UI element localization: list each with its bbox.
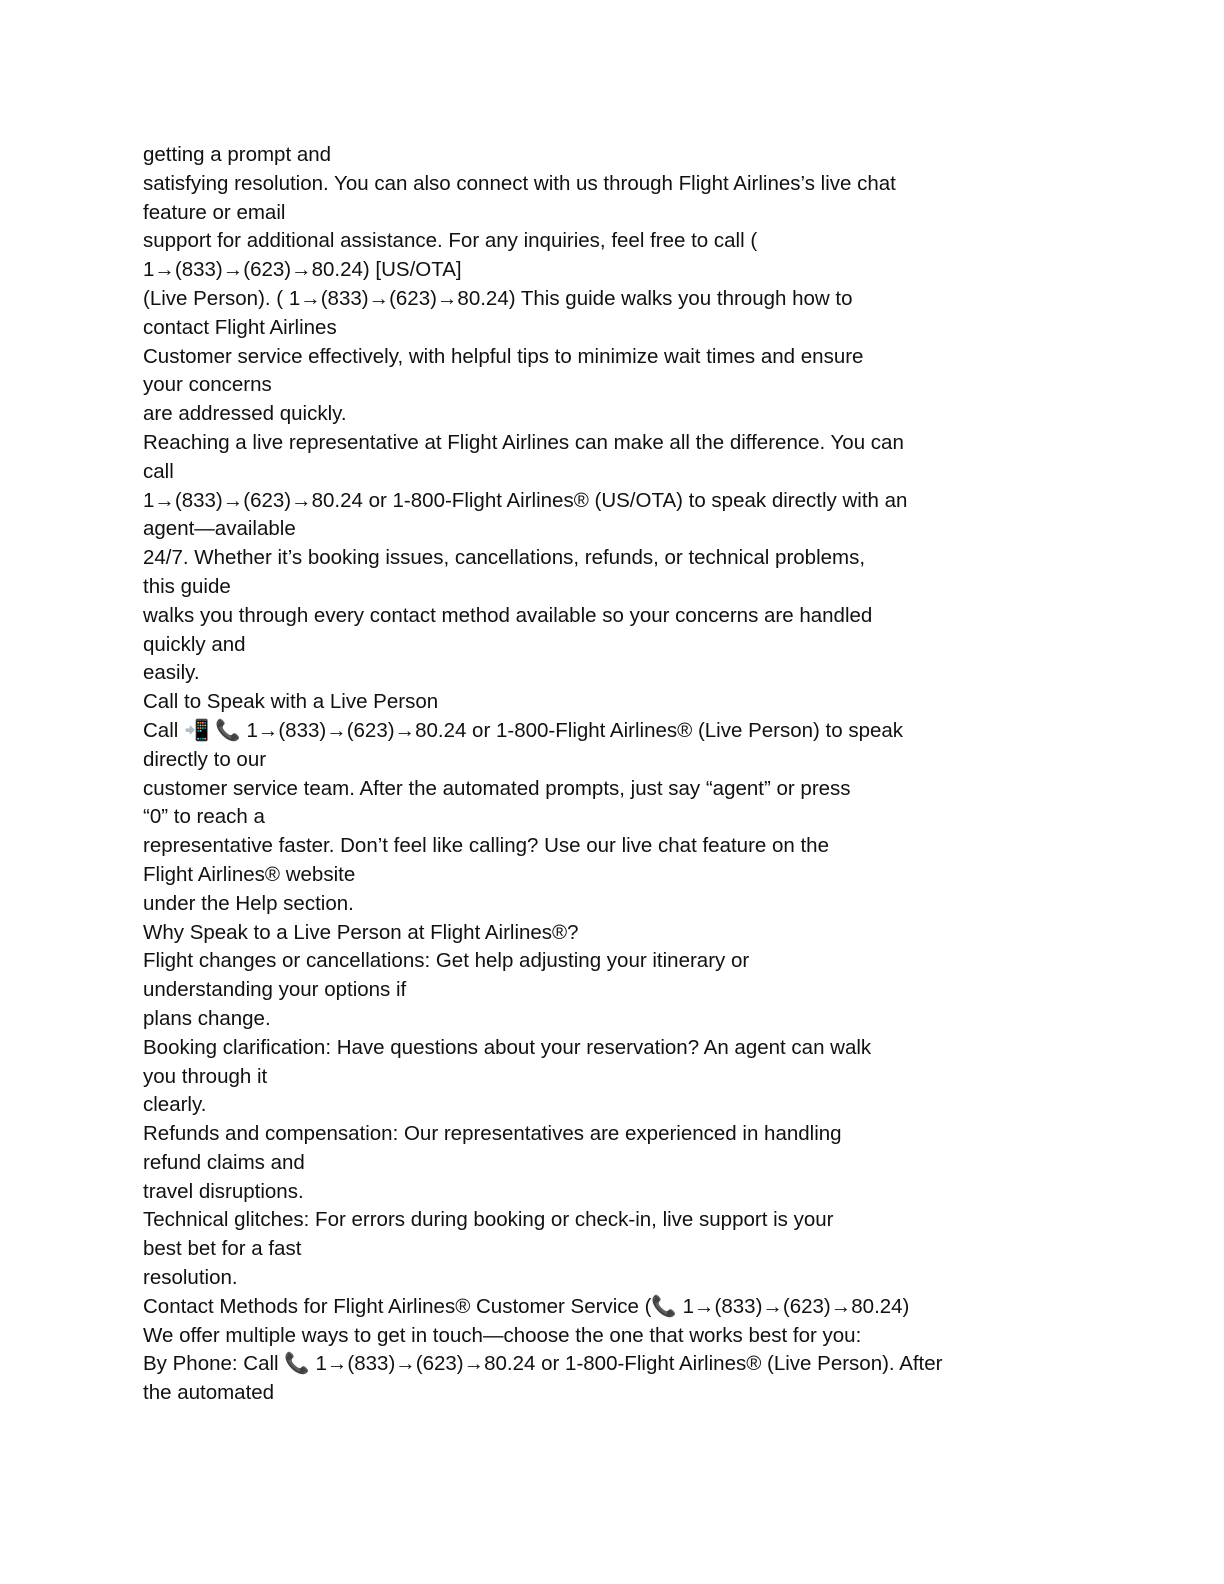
section-heading: Contact Methods for Flight Airlines® Customer Service (📞 1→(833)→(623)→80.24) — [143, 1294, 910, 1318]
text-line: 24/7. Whether it’s booking issues, cancellations, refunds, or technical problems, — [143, 546, 866, 570]
text-line: you through it — [143, 1064, 268, 1088]
text-line: resolution. — [143, 1266, 238, 1290]
text-line: satisfying resolution. You can also connect with us through Flight Airlines’s live chat — [143, 171, 896, 195]
text-line: travel disruptions. — [143, 1179, 304, 1203]
text-line: getting a prompt and — [143, 143, 332, 166]
text-line: best bet for a fast — [143, 1237, 302, 1261]
text-line: agent—available — [143, 517, 296, 541]
text-line: customer service team. After the automated prompts, just say “agent” or press — [143, 776, 851, 800]
text-line: Technical glitches: For errors during booking or check-in, live support is your — [143, 1208, 834, 1232]
text-line: call — [143, 459, 174, 483]
section-heading: Call to Speak with a Live Person — [143, 690, 439, 714]
text-line: quickly and — [143, 632, 246, 656]
text-line: are addressed quickly. — [143, 402, 347, 426]
section-heading: Why Speak to a Live Person at Flight Airlines®? — [143, 920, 579, 944]
text-line: your concerns — [143, 373, 272, 397]
text-line: Call 📲 📞 1→(833)→(623)→80.24 or 1-800-Flight Airlines® (Live Person) to speak — [143, 718, 904, 742]
text-line: understanding your options if — [143, 978, 407, 1002]
text-line: Customer service effectively, with helpful tips to minimize wait times and ensure — [143, 344, 864, 368]
text-line: walks you through every contact method available so your concerns are handled — [143, 603, 873, 627]
text-line: Booking clarification: Have questions about your reservation? An agent can walk — [143, 1035, 872, 1059]
text-line: Flight changes or cancellations: Get help adjusting your itinerary or — [143, 949, 750, 973]
text-line: under the Help section. — [143, 891, 354, 915]
text-line: Reaching a live representative at Flight Airlines can make all the difference. You can — [143, 430, 904, 454]
text-line: 1→(833)→(623)→80.24 or 1-800-Flight Airlines® (US/OTA) to speak directly with an — [143, 488, 908, 512]
text-line: We offer multiple ways to get in touch—choose the one that works best for you: — [143, 1323, 862, 1347]
text-line: Refunds and compensation: Our representatives are experienced in handling — [143, 1122, 842, 1146]
text-line: representative faster. Don’t feel like calling? Use our live chat feature on the — [143, 834, 829, 858]
document-body — [143, 141, 1143, 1408]
text-line: By Phone: Call 📞 1→(833)→(623)→80.24 or 1-800-Flight Airlines® (Live Person). After — [143, 1352, 943, 1376]
text-line: feature or email — [143, 200, 286, 224]
text-line: clearly. — [143, 1093, 207, 1117]
text-line: contact Flight Airlines — [143, 315, 337, 339]
text-line: the automated — [143, 1381, 275, 1405]
text-line: easily. — [143, 661, 200, 685]
text-line: this guide — [143, 574, 231, 598]
text-line: refund claims and — [143, 1150, 305, 1174]
text-line: “0” to reach a — [143, 805, 265, 829]
text-line: directly to our — [143, 747, 267, 771]
text-line: Flight Airlines® website — [143, 862, 356, 886]
text-line: 1→(833)→(623)→80.24) [US/OTA] — [143, 258, 462, 282]
text-line: plans change. — [143, 1006, 271, 1030]
text-line: (Live Person). ( 1→(833)→(623)→80.24) This guide walks you through how to — [143, 286, 853, 310]
text-line: support for additional assistance. For any inquiries, feel free to call ( — [143, 229, 758, 253]
